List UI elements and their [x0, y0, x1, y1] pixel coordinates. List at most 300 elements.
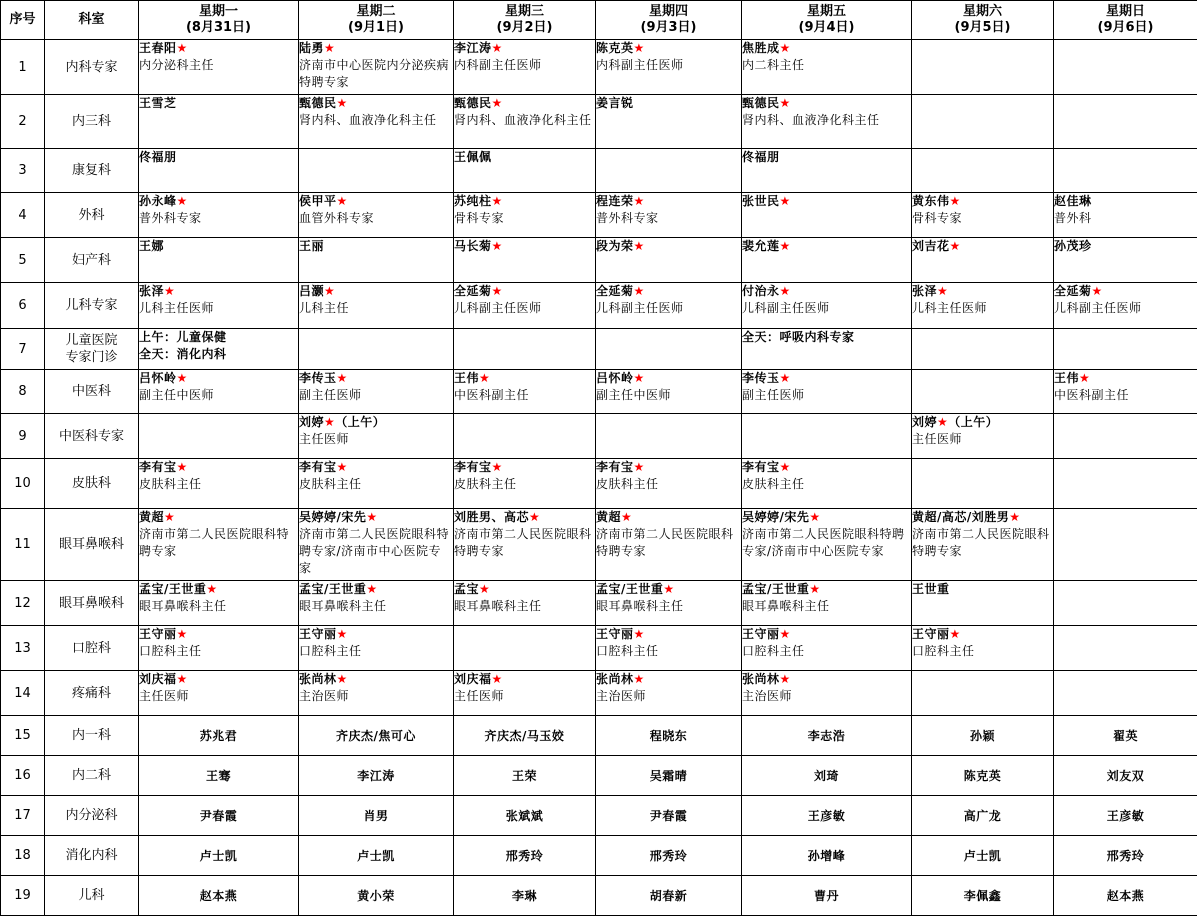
doctor-title: 主任医师: [454, 688, 595, 705]
schedule-cell: [596, 414, 742, 459]
doctor-name: 张世民: [742, 194, 780, 208]
doctor-name: 吴婷婷/宋先: [742, 510, 809, 524]
doctor-name: 付治永: [742, 284, 780, 298]
schedule-cell: [742, 626, 912, 671]
doctor-name: 王娜: [139, 239, 164, 253]
day-header-sun: [1054, 1, 1197, 40]
doctor-name: 吕怀岭: [139, 371, 177, 385]
doctor-title: 主任医师: [139, 688, 298, 705]
doctor-name: 黄超: [139, 510, 164, 524]
star-icon: ★: [177, 371, 188, 385]
date: (9月6日): [1054, 20, 1197, 36]
star-icon: ★: [337, 194, 348, 208]
doctor-title: 普外科专家: [139, 210, 298, 227]
dept-cell: 中医科专家: [45, 414, 139, 459]
doctor-cell: 刘琦: [742, 756, 912, 796]
doctor-cell: 王荣: [454, 756, 596, 796]
doctor-cell: 孙颖: [912, 716, 1054, 756]
doctor-title: 口腔科主任: [742, 643, 911, 660]
star-icon: ★: [492, 194, 503, 208]
star-icon: ★: [479, 371, 490, 385]
schedule-cell: [912, 414, 1054, 459]
schedule-cell: [1054, 283, 1197, 329]
star-icon: ★: [164, 510, 175, 524]
doctor-name: 黄东伟: [912, 194, 950, 208]
schedule-cell: [912, 40, 1054, 95]
doctor-title: 儿科主任医师: [139, 300, 298, 317]
star-icon: ★: [1079, 371, 1090, 385]
schedule-cell: [596, 581, 742, 626]
doctor-name: 赵佳琳: [1054, 194, 1092, 208]
doctor-cell: 王骞: [139, 756, 299, 796]
schedule-cell: [912, 459, 1054, 509]
schedule-cell: [139, 581, 299, 626]
doctor-name: 王守丽: [139, 627, 177, 641]
schedule-cell: [299, 459, 454, 509]
doctor-cell: 王彦敏: [742, 796, 912, 836]
doctor-name: 张尚林: [742, 672, 780, 686]
doctor-title: 济南市第二人民医院眼科特聘专家: [912, 526, 1053, 560]
schedule-cell: [596, 329, 742, 370]
doctor-name: 李有宝: [742, 460, 780, 474]
doctor-name: 陈克英: [596, 41, 634, 55]
schedule-cell: [299, 414, 454, 459]
schedule-line: 上午：儿童保健: [139, 329, 298, 346]
doctor-name: 李江涛: [454, 41, 492, 55]
doctor-cell: 赵本燕: [1054, 876, 1197, 916]
star-icon: ★: [780, 371, 791, 385]
schedule-cell: [742, 509, 912, 581]
doctor-name: 王守丽: [742, 627, 780, 641]
schedule-cell: [299, 509, 454, 581]
doctor-name: 吕怀岭: [596, 371, 634, 385]
date: (9月3日): [596, 20, 741, 36]
star-icon: ★: [337, 460, 348, 474]
doctor-name: 甄德民: [454, 96, 492, 110]
table-row: [1, 238, 1197, 283]
doctor-title: 主任医师: [912, 431, 1053, 448]
doctor-title: 眼耳鼻喉科主任: [596, 598, 741, 615]
star-icon: ★: [1092, 284, 1103, 298]
doctor-cell: 尹春霞: [139, 796, 299, 836]
date: (8月31日): [139, 20, 298, 36]
schedule-cell: [299, 149, 454, 193]
schedule-cell: [912, 329, 1054, 370]
weekday: 星期一: [139, 4, 298, 20]
doctor-title: 副主任医师: [299, 387, 453, 404]
doctor-title: 普外科专家: [596, 210, 741, 227]
schedule-line: 全天：消化内科: [139, 346, 298, 363]
doctor-name: 裴允莲: [742, 239, 780, 253]
table-row: [1, 796, 1197, 836]
star-icon: ★: [809, 582, 820, 596]
schedule-cell: [454, 329, 596, 370]
schedule-cell: [912, 193, 1054, 238]
dept-cell: 口腔科: [45, 626, 139, 671]
star-icon: ★: [950, 239, 961, 253]
schedule-cell: [742, 581, 912, 626]
schedule-cell: [596, 626, 742, 671]
doctor-name: 刘吉花: [912, 239, 950, 253]
doctor-title: 皮肤科主任: [139, 476, 298, 493]
doctor-title: 眼耳鼻喉科主任: [139, 598, 298, 615]
schedule-cell: [742, 238, 912, 283]
doctor-title: 皮肤科主任: [742, 476, 911, 493]
dept-cell: 消化内科: [45, 836, 139, 876]
schedule-cell: [454, 414, 596, 459]
star-icon: ★: [366, 510, 377, 524]
schedule-cell: [454, 626, 596, 671]
star-icon: ★: [492, 284, 503, 298]
doctor-cell: 肖男: [299, 796, 454, 836]
header-row: [1, 1, 1197, 40]
star-icon: ★: [177, 627, 188, 641]
table-row: [1, 149, 1197, 193]
schedule-cell: [139, 283, 299, 329]
seq-cell: 1: [1, 40, 45, 95]
doctor-title: 儿科副主任医师: [1054, 300, 1197, 317]
schedule-cell: [139, 149, 299, 193]
dept-line: 专家门诊: [45, 349, 138, 366]
schedule-cell: [1054, 509, 1197, 581]
schedule-cell: [139, 370, 299, 414]
dept-cell: 妇产科: [45, 238, 139, 283]
seq-cell: 9: [1, 414, 45, 459]
doctor-cell: 高广龙: [912, 796, 1054, 836]
seq-header: 序号: [1, 1, 45, 40]
doctor-title: 普外科: [1054, 210, 1197, 227]
schedule-cell: [454, 40, 596, 95]
doctor-title: 骨科专家: [454, 210, 595, 227]
schedule-cell: [299, 40, 454, 95]
time-note: （上午）: [335, 415, 385, 429]
doctor-name: 全延菊: [596, 284, 634, 298]
doctor-name: 王丽: [299, 239, 324, 253]
doctor-name: 王守丽: [299, 627, 337, 641]
star-icon: ★: [177, 41, 188, 55]
doctor-title: 内科副主任医师: [596, 57, 741, 74]
star-icon: ★: [780, 460, 791, 474]
schedule-cell: [139, 193, 299, 238]
doctor-name: 马长菊: [454, 239, 492, 253]
schedule-cell: [454, 149, 596, 193]
star-icon: ★: [164, 284, 175, 298]
doctor-cell: 张斌斌: [454, 796, 596, 836]
table-row: [1, 836, 1197, 876]
doctor-name: 张泽: [912, 284, 937, 298]
doctor-cell: 邢秀玲: [454, 836, 596, 876]
dept-cell: 眼耳鼻喉科: [45, 581, 139, 626]
doctor-title: 肾内科、血液净化科主任: [299, 112, 453, 129]
doctor-title: 主任医师: [299, 431, 453, 448]
schedule-cell: [596, 238, 742, 283]
doctor-name: 孙永峰: [139, 194, 177, 208]
doctor-cell: 李江涛: [299, 756, 454, 796]
dept-cell: 儿科: [45, 876, 139, 916]
dept-cell: 眼耳鼻喉科: [45, 509, 139, 581]
schedule-cell: [1054, 149, 1197, 193]
doctor-title: 血管外科专家: [299, 210, 453, 227]
schedule-cell: [139, 95, 299, 149]
doctor-title: 济南市第二人民医院眼科特聘专家: [454, 526, 595, 560]
doctor-title: 主治医师: [742, 688, 911, 705]
doctor-title: 儿科主任: [299, 300, 453, 317]
table-row: [1, 459, 1197, 509]
doctor-cell: 齐庆杰/马玉姣: [454, 716, 596, 756]
schedule-cell: [1054, 40, 1197, 95]
dept-cell: 内分泌科: [45, 796, 139, 836]
doctor-name: 黄超/高芯/刘胜男: [912, 510, 1009, 524]
star-icon: ★: [529, 510, 540, 524]
schedule-cell: [742, 193, 912, 238]
seq-cell: 7: [1, 329, 45, 370]
table-row: [1, 40, 1197, 95]
weekday: 星期五: [742, 4, 911, 20]
doctor-name: 孟宝/王世重: [299, 582, 366, 596]
weekday: 星期日: [1054, 4, 1197, 20]
seq-cell: 15: [1, 716, 45, 756]
star-icon: ★: [634, 460, 645, 474]
dept-cell: 内二科: [45, 756, 139, 796]
doctor-cell: 邢秀玲: [1054, 836, 1197, 876]
doctor-cell: 李佩鑫: [912, 876, 1054, 916]
schedule-cell: [742, 40, 912, 95]
doctor-name: 李传玉: [742, 371, 780, 385]
schedule-cell: [139, 329, 299, 370]
schedule-cell: [596, 95, 742, 149]
schedule-cell: [742, 459, 912, 509]
star-icon: ★: [937, 415, 948, 429]
table-row: [1, 581, 1197, 626]
doctor-name: 王伟: [454, 371, 479, 385]
star-icon: ★: [366, 582, 377, 596]
doctor-title: 眼耳鼻喉科主任: [299, 598, 453, 615]
dept-cell: 皮肤科: [45, 459, 139, 509]
star-icon: ★: [950, 194, 961, 208]
schedule-cell: [1054, 193, 1197, 238]
doctor-name: 黄超: [596, 510, 621, 524]
schedule-cell: [742, 414, 912, 459]
dept-cell: 康复科: [45, 149, 139, 193]
star-icon: ★: [809, 510, 820, 524]
doctor-name: 刘胜男、高芯: [454, 510, 529, 524]
doctor-title: 济南市第二人民医院眼科特聘专家/济南市中心医院专家: [299, 526, 453, 577]
doctor-title: 儿科副主任医师: [742, 300, 911, 317]
star-icon: ★: [206, 582, 217, 596]
schedule-cell: [742, 671, 912, 716]
doctor-cell: 赵本燕: [139, 876, 299, 916]
doctor-title: 内科副主任医师: [454, 57, 595, 74]
doctor-title: 济南市第二人民医院眼科特聘专家/济南市中心医院专家: [742, 526, 911, 560]
day-header-thu: [596, 1, 742, 40]
star-icon: ★: [780, 284, 791, 298]
doctor-title: 儿科主任医师: [912, 300, 1053, 317]
dept-cell: 内科专家: [45, 40, 139, 95]
doctor-name: 孙茂珍: [1054, 239, 1092, 253]
doctor-title: 内分泌科主任: [139, 57, 298, 74]
doctor-title: 骨科专家: [912, 210, 1053, 227]
doctor-title: 济南市中心医院内分泌疾病特聘专家: [299, 57, 453, 91]
dept-cell: 内三科: [45, 95, 139, 149]
doctor-title: 皮肤科主任: [596, 476, 741, 493]
doctor-name: 苏纯柱: [454, 194, 492, 208]
table-row: [1, 414, 1197, 459]
doctor-name: 王世重: [912, 582, 950, 596]
star-icon: ★: [337, 672, 348, 686]
table-row: [1, 716, 1197, 756]
schedule-cell: [596, 671, 742, 716]
schedule-cell: [596, 149, 742, 193]
star-icon: ★: [780, 627, 791, 641]
doctor-name: 段为荣: [596, 239, 634, 253]
dept-cell: 中医科: [45, 370, 139, 414]
dept-header: 科室: [45, 1, 139, 40]
schedule-cell: [299, 193, 454, 238]
day-header-fri: [742, 1, 912, 40]
doctor-name: 孟宝/王世重: [596, 582, 663, 596]
doctor-title: 副主任中医师: [596, 387, 741, 404]
schedule-cell: [299, 283, 454, 329]
star-icon: ★: [324, 41, 335, 55]
table-row: [1, 671, 1197, 716]
star-icon: ★: [177, 672, 188, 686]
doctor-title: 口腔科主任: [596, 643, 741, 660]
doctor-cell: 胡春新: [596, 876, 742, 916]
doctor-name: 姜言锐: [596, 96, 634, 110]
star-icon: ★: [337, 371, 348, 385]
table-row: [1, 193, 1197, 238]
doctor-cell: 王彦敏: [1054, 796, 1197, 836]
day-header-tue: [299, 1, 454, 40]
seq-cell: 18: [1, 836, 45, 876]
doctor-title: 皮肤科主任: [454, 476, 595, 493]
doctor-name: 孟宝/王世重: [742, 582, 809, 596]
schedule-cell: [139, 414, 299, 459]
doctor-cell: 吴霜晴: [596, 756, 742, 796]
star-icon: ★: [634, 627, 645, 641]
schedule-cell: [299, 238, 454, 283]
doctor-name: 全延菊: [454, 284, 492, 298]
schedule-cell: [299, 329, 454, 370]
schedule-cell: [596, 509, 742, 581]
seq-cell: 2: [1, 95, 45, 149]
seq-cell: 16: [1, 756, 45, 796]
doctor-cell: 陈克英: [912, 756, 1054, 796]
schedule-cell: [912, 370, 1054, 414]
star-icon: ★: [780, 239, 791, 253]
schedule-cell: [139, 40, 299, 95]
star-icon: ★: [177, 460, 188, 474]
table-row: [1, 756, 1197, 796]
weekday: 星期四: [596, 4, 741, 20]
day-header-sat: [912, 1, 1054, 40]
star-icon: ★: [177, 194, 188, 208]
doctor-name: 甄德民: [742, 96, 780, 110]
doctor-name: 吴婷婷/宋先: [299, 510, 366, 524]
seq-cell: 14: [1, 671, 45, 716]
doctor-name: 王佩佩: [454, 150, 492, 164]
doctor-name: 陆勇: [299, 41, 324, 55]
doctor-title: 中医科副主任: [1054, 387, 1197, 404]
schedule-cell: [454, 581, 596, 626]
star-icon: ★: [324, 284, 335, 298]
schedule-cell: [742, 329, 912, 370]
seq-cell: 5: [1, 238, 45, 283]
doctor-name: 张尚林: [299, 672, 337, 686]
date: (9月5日): [912, 20, 1053, 36]
seq-cell: 4: [1, 193, 45, 238]
schedule-cell: [139, 671, 299, 716]
doctor-title: 口腔科主任: [299, 643, 453, 660]
schedule-cell: [1054, 414, 1197, 459]
doctor-name: 王守丽: [596, 627, 634, 641]
star-icon: ★: [634, 672, 645, 686]
doctor-name: 张泽: [139, 284, 164, 298]
doctor-name: 刘婷: [912, 415, 937, 429]
schedule-cell: [1054, 626, 1197, 671]
schedule-cell: [454, 370, 596, 414]
star-icon: ★: [780, 96, 791, 110]
date: (9月1日): [299, 20, 453, 36]
date: (9月2日): [454, 20, 595, 36]
dept-cell: [45, 329, 139, 370]
star-icon: ★: [492, 672, 503, 686]
seq-cell: 8: [1, 370, 45, 414]
schedule-cell: [912, 238, 1054, 283]
seq-cell: 3: [1, 149, 45, 193]
schedule-cell: [742, 95, 912, 149]
doctor-cell: 齐庆杰/焦可心: [299, 716, 454, 756]
doctor-name: 吕灏: [299, 284, 324, 298]
star-icon: ★: [492, 41, 503, 55]
star-icon: ★: [634, 194, 645, 208]
seq-cell: 6: [1, 283, 45, 329]
schedule-cell: [139, 626, 299, 671]
star-icon: ★: [634, 239, 645, 253]
doctor-title: 主治医师: [596, 688, 741, 705]
doctor-name: 焦胜成: [742, 41, 780, 55]
doctor-name: 侯甲平: [299, 194, 337, 208]
schedule-cell: [454, 193, 596, 238]
schedule-cell: [912, 671, 1054, 716]
table-row: [1, 370, 1197, 414]
schedule-cell: [299, 626, 454, 671]
doctor-name: 佟福朋: [139, 150, 177, 164]
star-icon: ★: [479, 582, 490, 596]
schedule-cell: [1054, 581, 1197, 626]
seq-cell: 10: [1, 459, 45, 509]
star-icon: ★: [621, 510, 632, 524]
doctor-cell: 卢士凯: [139, 836, 299, 876]
doctor-cell: 李志浩: [742, 716, 912, 756]
schedule-cell: [454, 95, 596, 149]
star-icon: ★: [337, 627, 348, 641]
doctor-name: 佟福朋: [742, 150, 780, 164]
doctor-cell: 孙增峰: [742, 836, 912, 876]
star-icon: ★: [663, 582, 674, 596]
schedule-cell: [1054, 370, 1197, 414]
schedule-cell: [912, 626, 1054, 671]
doctor-title: 肾内科、血液净化科主任: [742, 112, 911, 129]
doctor-name: 刘庆福: [454, 672, 492, 686]
table-row: [1, 329, 1197, 370]
doctor-cell: 邢秀玲: [596, 836, 742, 876]
dept-cell: 儿科专家: [45, 283, 139, 329]
schedule-cell: [912, 149, 1054, 193]
doctor-name: 孟宝/王世重: [139, 582, 206, 596]
table-row: [1, 876, 1197, 916]
star-icon: ★: [492, 96, 503, 110]
